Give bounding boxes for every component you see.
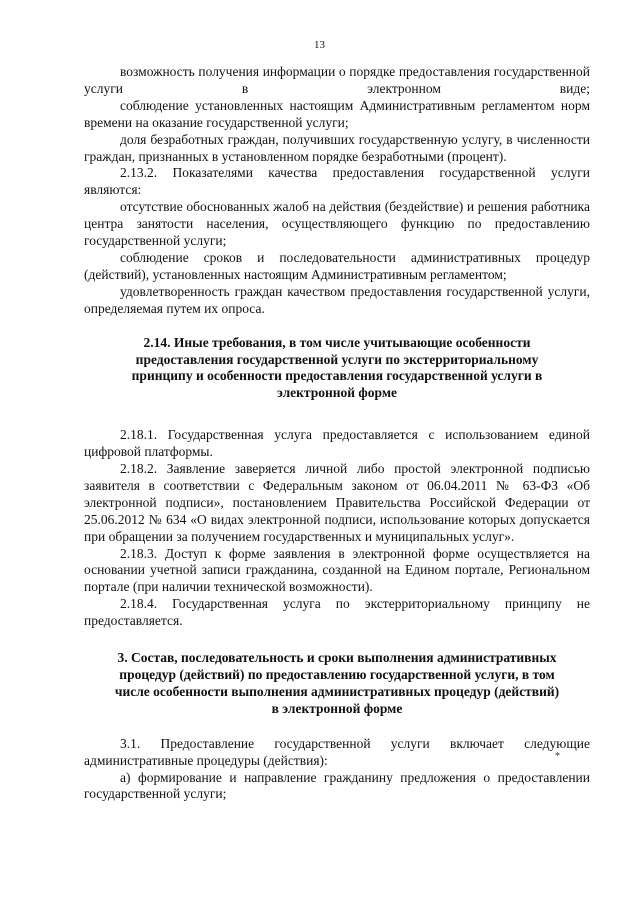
section-heading-3: 3. Состав, последовательность и сроки выполнения административных процедур (действий) по предоставлению государственной услуги, в том числе особенности выполнения административных процедур (действий) в электронной форме <box>114 650 560 716</box>
paragraph: а) формирование и направление гражданину предложения о предоставлении государственной услуги; <box>84 769 590 802</box>
section-heading-2-14: 2.14. Иные требования, в том числе учитывающие особенности предоставления государственной услуги по экстерриториальному принципу и особенности предоставления государственной услуги в электронной форме <box>131 334 543 401</box>
page-number: 13 <box>314 39 325 51</box>
margin-mark: * <box>555 751 560 762</box>
paragraph: 2.18.2. Заявление заверяется личной либо простой электронной подписью заявителя в соответствии с Федеральным законом от 06.04.2011 № 63-ФЗ «Об электронной подписи», постановлением Правительства Российской Федерации от 25.06.2012 № 634 «О видах электронной подписи, использование которых допускается при обращении за получением государственных и муниципальных услуг». <box>84 461 590 544</box>
paragraph: 2.18.3. Доступ к форме заявления в электронной форме осуществляется на основании учетной записи гражданина, созданной на Едином портале, Региональном портале (при наличии технической возможности). <box>84 545 590 595</box>
paragraph: отсутствие обоснованных жалоб на действия (бездействие) и решения работника центра занятости населения, осуществляющего функцию по предоставлению государственной услуги; <box>84 199 590 249</box>
paragraph: 2.18.4. Государственная услуга по экстерриториальному принципу не предоставляется. <box>84 596 590 629</box>
paragraph: 2.18.1. Государственная услуга предоставляется с использованием единой цифровой платформы. <box>84 427 590 460</box>
paragraph: возможность получения информации о порядке предоставления государственной услуги в электронном виде; <box>84 64 590 96</box>
paragraph: удовлетворенность граждан качеством предоставления государственной услуги, определяемая путем их опроса. <box>84 283 590 316</box>
paragraph: доля безработных граждан, получивших государственную услугу, в численности граждан, признанных в установленном порядке безработными (процент). <box>84 131 590 164</box>
paragraph: соблюдение сроков и последовательности административных процедур (действий), установленных настоящим Административным регламентом; <box>84 249 590 282</box>
paragraph: 2.13.2. Показателями качества предоставления государственной услуги являются: <box>84 165 590 198</box>
paragraph: соблюдение установленных настоящим Административным регламентом норм времени на оказание государственной услуги; <box>84 97 590 130</box>
paragraph: 3.1. Предоставление государственной услуги включает следующие административные процедуры (действия): <box>84 735 590 768</box>
document-body <box>84 64 590 803</box>
